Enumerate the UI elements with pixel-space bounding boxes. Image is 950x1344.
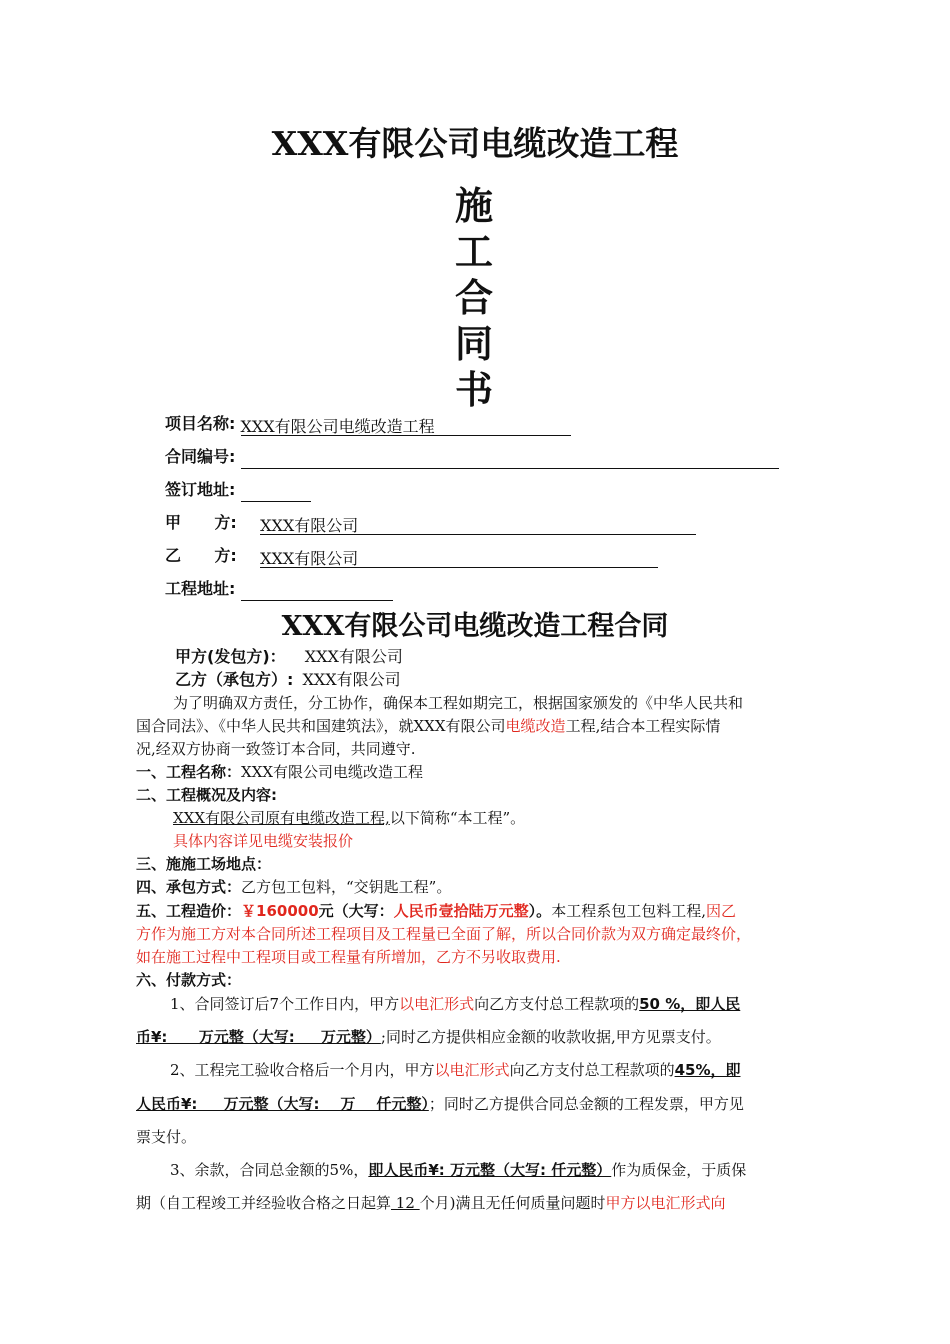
cover-vertical-char: 施 [455, 183, 494, 228]
intro-line-2 [136, 715, 720, 737]
cover-vertical-char: 工 [455, 229, 494, 274]
section-2-line-1 [173, 807, 525, 829]
contract-title: XXX有限公司电缆改造工程合同 [281, 611, 669, 642]
section-2-line-2: 具体内容详见电缆安装报价 [173, 832, 354, 850]
party-b-label: 乙方（承包方）: [175, 670, 294, 689]
payment-text: 向乙方支付总工程款项的 [509, 1061, 675, 1079]
intro-line-3: 况,经双方协商一致签订本合同，共同遵守. [136, 740, 416, 758]
payment-text: 1、合同签订后7个工作日内，甲方 [170, 995, 400, 1013]
field-label: 乙 方: [165, 546, 237, 565]
payment-percent: 50 % [639, 995, 681, 1013]
payment-text: ，即人民 [680, 995, 741, 1013]
section-4 [136, 876, 451, 898]
field-label: 工程地址: [165, 579, 236, 598]
cover-vertical-char: 合 [455, 275, 494, 320]
section-5-line-2: 方作为施工方对本合同所述工程项目及工程量已全面了解，所以合同价款为双方确定最终价， [136, 925, 752, 943]
payment-red: 以电汇形式 [434, 1061, 510, 1079]
section-3-label: 三、施施工场地点： [136, 855, 272, 873]
intro-red-text: 电缆改造 [505, 717, 566, 735]
payment-text: ；同时乙方提供合同总金额的工程发票，甲方见 [428, 1095, 744, 1113]
field-contract-number [165, 445, 779, 469]
payment-2-line-2 [136, 1093, 744, 1115]
party-b-value: XXX有限公司 [302, 670, 401, 689]
section-2-label: 二、工程概况及内容: [136, 786, 277, 804]
cover-vertical-char: 同 [455, 321, 494, 366]
field-value: XXX有限公司电缆改造工程 [241, 415, 571, 436]
payment-text: 作为质保金，于质保 [611, 1161, 747, 1179]
field-label: 合同编号: [165, 447, 236, 466]
section-5-red: 因乙 [705, 902, 736, 920]
payment-1-line-1 [170, 993, 740, 1015]
payment-amount: 币¥: 万元整（大写: 万元整） [136, 1028, 381, 1046]
section-label: 四、承包方式： [136, 878, 242, 896]
payment-red: 以电汇形式 [399, 995, 475, 1013]
payment-red: 甲方以电汇形式向 [605, 1194, 726, 1212]
intro-line-1: 为了明确双方责任，分工协作，确保本工程如期完工，根据国家颁发的《中华人民共和 [173, 694, 744, 712]
payment-3-line-2 [136, 1192, 726, 1214]
payment-text: 期（自工程竣工并经验收合格之日起算 [136, 1194, 392, 1212]
intro-text: 国合同法》、《中华人民共和国建筑法》，就XXX有限公司 [136, 717, 506, 735]
payment-text: 向乙方支付总工程款项的 [474, 995, 640, 1013]
field-label: 甲 方: [165, 513, 237, 532]
price-text: 元（大写： [318, 902, 394, 920]
section-label: 五、工程造价： [136, 902, 242, 920]
payment-2-line-1 [170, 1059, 740, 1081]
field-value [241, 448, 779, 469]
section-2-underlined: XXX有限公司原有电缆改造工程, [173, 809, 390, 827]
payment-percent: 45%，即 [674, 1061, 741, 1079]
party-a-value: XXX有限公司 [304, 647, 403, 666]
payment-text: 个月)满且无任何质量问题时 [419, 1194, 606, 1212]
party-a-line [175, 646, 403, 668]
party-b-line [175, 669, 401, 691]
payment-1-line-2 [136, 1026, 721, 1048]
party-a-label: 甲方(发包方)： [175, 647, 286, 666]
field-project-name [165, 412, 571, 436]
price-amount: ￥160000 [241, 902, 319, 920]
field-sign-address [165, 478, 311, 502]
field-project-address [165, 577, 393, 601]
payment-text: ;同时乙方提供相应金额的收款收据,甲方见票支付。 [380, 1028, 721, 1046]
section-value: 乙方包工包料，“交钥匙工程”。 [241, 878, 452, 896]
field-value: XXX有限公司 [260, 547, 658, 568]
section-label: 一、工程名称： [136, 763, 242, 781]
payment-3-line-1 [170, 1159, 746, 1181]
field-value [241, 580, 393, 601]
field-label: 签订地址: [165, 480, 236, 499]
section-6-label: 六、付款方式： [136, 971, 242, 989]
field-label: 项目名称: [165, 414, 236, 433]
warranty-months: 12 [391, 1194, 420, 1212]
cover-title: XXX有限公司电缆改造工程 [271, 124, 679, 163]
section-5-text: 本工程系包工包料工程, [551, 902, 706, 920]
section-1 [136, 761, 423, 783]
price-text: ）。 [528, 902, 552, 920]
payment-amount: 人民币¥: 万元整（大写: 万 仟元整） [136, 1095, 429, 1113]
section-2-text: 以下简称“本工程”。 [389, 809, 526, 827]
section-5-line-1 [136, 900, 736, 922]
intro-text: 工程,结合本工程实际情 [565, 717, 721, 735]
payment-text: 2、工程完工验收合格后一个月内，甲方 [170, 1061, 435, 1079]
payment-2-line-3: 票支付。 [136, 1128, 197, 1146]
price-rmb: 人民币壹拾陆万元整 [393, 902, 529, 920]
field-party-a [165, 511, 696, 535]
cover-vertical-char: 书 [455, 367, 494, 412]
payment-text: 3、余款，合同总金额的5%， [170, 1161, 369, 1179]
field-party-b [165, 544, 658, 568]
payment-amount: 即人民币¥: 万元整（大写: 仟元整） [368, 1161, 612, 1179]
section-value: XXX有限公司电缆改造工程 [241, 763, 424, 781]
field-value [241, 481, 311, 502]
section-5-line-3: 如在施工过程中工程项目或工程量有所增加，乙方不另收取费用. [136, 948, 561, 966]
field-value: XXX有限公司 [260, 514, 696, 535]
